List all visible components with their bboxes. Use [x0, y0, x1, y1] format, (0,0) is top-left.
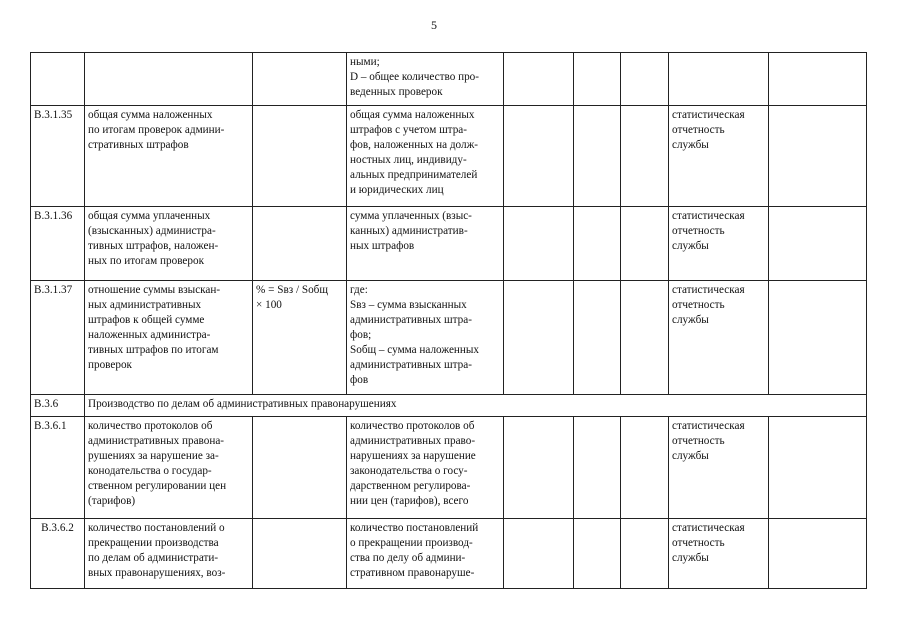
- empty-cell: [504, 281, 574, 395]
- indicator-name: [85, 53, 253, 106]
- indicator-source: статистическая отчетность службы: [669, 106, 769, 207]
- indicator-source: статистическая отчетность службы: [669, 281, 769, 395]
- page-number: 5: [431, 18, 437, 32]
- empty-cell: [574, 519, 621, 589]
- empty-cell: [574, 106, 621, 207]
- empty-cell: [769, 53, 867, 106]
- indicator-description: ными; D – общее количество про- веденных проверок: [347, 53, 504, 106]
- indicator-formula: [253, 53, 347, 106]
- indicator-description: общая сумма наложенных штрафов с учетом штра- фов, наложенных на долж- ностных лиц, индивиду- альных предпринимателей и юридических лиц: [347, 106, 504, 207]
- table-row: [31, 519, 867, 589]
- indicator-formula: [253, 519, 347, 589]
- table-row: [31, 53, 867, 106]
- indicator-description: сумма уплаченных (взыс- канных) административ- ных штрафов: [347, 207, 504, 281]
- empty-cell: [769, 519, 867, 589]
- empty-cell: [504, 417, 574, 519]
- empty-cell: [621, 106, 669, 207]
- empty-cell: [769, 281, 867, 395]
- section-code: В.3.6: [31, 395, 85, 417]
- empty-cell: [504, 519, 574, 589]
- empty-cell: [574, 417, 621, 519]
- indicator-code: [31, 53, 85, 106]
- indicator-formula: [253, 106, 347, 207]
- empty-cell: [769, 207, 867, 281]
- indicator-code: В.3.1.36: [31, 207, 85, 281]
- indicator-source: [669, 53, 769, 106]
- empty-cell: [504, 53, 574, 106]
- indicator-name: общая сумма наложенных по итогам проверок админи- стративных штрафов: [85, 106, 253, 207]
- empty-cell: [769, 417, 867, 519]
- table-row: [31, 417, 867, 519]
- empty-cell: [769, 106, 867, 207]
- section-title: Производство по делам об административных правонарушениях: [85, 395, 867, 417]
- indicator-code: В.3.6.1: [31, 417, 85, 519]
- empty-cell: [574, 207, 621, 281]
- indicator-code: В.3.1.37: [31, 281, 85, 395]
- table-row: [31, 106, 867, 207]
- indicator-name: отношение суммы взыскан- ных административных штрафов к общей сумме наложенных администра- тивных штрафов по итогам проверок: [85, 281, 253, 395]
- indicator-formula: % = Sвз / Sобщ × 100: [253, 281, 347, 395]
- indicator-description: количество постановлений о прекращении производ- ства по делу об админи- стративном правонаруше-: [347, 519, 504, 589]
- indicator-source: статистическая отчетность службы: [669, 519, 769, 589]
- table-row: [31, 207, 867, 281]
- indicator-formula: [253, 417, 347, 519]
- section-row: [31, 395, 867, 417]
- empty-cell: [621, 53, 669, 106]
- empty-cell: [621, 207, 669, 281]
- indicator-source: статистическая отчетность службы: [669, 207, 769, 281]
- empty-cell: [574, 53, 621, 106]
- empty-cell: [621, 519, 669, 589]
- indicator-formula: [253, 207, 347, 281]
- empty-cell: [621, 417, 669, 519]
- empty-cell: [504, 106, 574, 207]
- table-row: [31, 281, 867, 395]
- indicators-table: [30, 52, 867, 589]
- indicator-source: статистическая отчетность службы: [669, 417, 769, 519]
- indicator-name: количество постановлений о прекращении производства по делам об администрати- вных правонарушениях, воз-: [85, 519, 253, 589]
- empty-cell: [621, 281, 669, 395]
- indicator-code: В.3.1.35: [31, 106, 85, 207]
- indicator-description: количество протоколов об административных право- нарушениях за нарушение законодательства о госу- дарственном регулирова- нии цен (тарифов), всего: [347, 417, 504, 519]
- empty-cell: [574, 281, 621, 395]
- indicator-description: где: Sвз – сумма взысканных административных штра- фов; Sобщ – сумма наложенных административных штра- фов: [347, 281, 504, 395]
- indicator-name: количество протоколов об административных правона- рушениях за нарушение за- конодательства о государ- ственном регулировании цен (тарифов): [85, 417, 253, 519]
- empty-cell: [504, 207, 574, 281]
- indicator-code: В.3.6.2: [31, 519, 85, 589]
- indicator-name: общая сумма уплаченных (взысканных) администра- тивных штрафов, наложен- ных по итогам проверок: [85, 207, 253, 281]
